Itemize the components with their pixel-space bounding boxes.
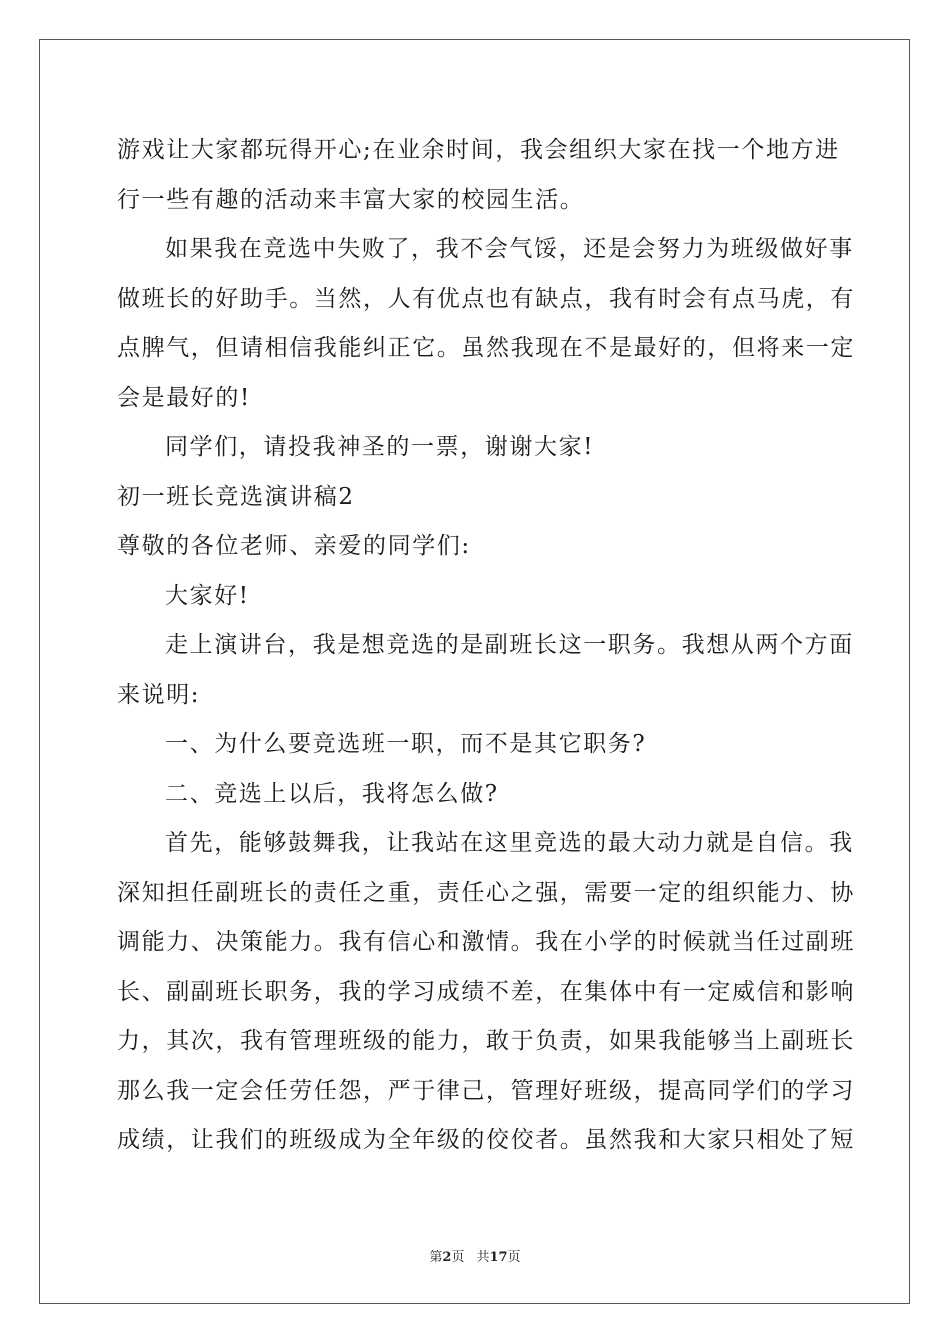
text-line: 调能力、决策能力。我有信心和激情。我在小学的时候就当任过副班 xyxy=(117,929,855,955)
document-body xyxy=(117,126,855,1166)
page-number: 2 xyxy=(442,1250,452,1265)
list-item: 一、为什么要竞选班一职，而不是其它职务? xyxy=(165,731,647,757)
page-suffix: 页 xyxy=(451,1250,465,1265)
text-line: 成绩，让我们的班级成为全年级的佼佼者。虽然我和大家只相处了短 xyxy=(117,1127,855,1153)
section-heading: 初一班长竞选演讲稿2 xyxy=(117,483,355,510)
paragraph-start: 首先，能够鼓舞我，让我站在这里竞选的最大动力就是自信。我 xyxy=(165,830,854,856)
paragraph-start: 同学们，请投我神圣的一票，谢谢大家! xyxy=(165,434,595,460)
text-line: 力，其次，我有管理班级的能力，敢于负责，如果我能够当上副班长 xyxy=(117,1028,855,1054)
text-line: 长、副副班长职务，我的学习成绩不差，在集体中有一定威信和影响 xyxy=(117,978,855,1005)
text-line: 游戏让大家都玩得开心;在业余时间，我会组织大家在找一个地方进 xyxy=(117,137,840,163)
page-footer xyxy=(0,1246,950,1265)
total-suffix: 页 xyxy=(507,1250,521,1265)
text-line: 来说明: xyxy=(117,681,201,708)
text-line: 点脾气，但请相信我能纠正它。虽然我现在不是最好的，但将来一定 xyxy=(117,335,855,361)
paragraph-start: 走上演讲台，我是想竞选的是副班长这一职务。我想从两个方面 xyxy=(165,632,854,658)
text-line: 做班长的好助手。当然，人有优点也有缺点，我有时会有点马虎，有 xyxy=(117,285,855,312)
paragraph-start: 如果我在竞选中失败了，我不会气馁，还是会努力为班级做好事 xyxy=(165,236,854,262)
total-prefix: 共 xyxy=(476,1250,490,1265)
total-pages: 17 xyxy=(489,1250,508,1265)
salutation: 尊敬的各位老师、亲爱的同学们: xyxy=(117,533,471,559)
greeting: 大家好! xyxy=(165,582,250,609)
text-line: 会是最好的! xyxy=(117,384,251,411)
list-item: 二、竞选上以后，我将怎么做? xyxy=(165,780,499,807)
text-line: 行一些有趣的活动来丰富大家的校园生活。 xyxy=(117,186,585,213)
page-prefix: 第 xyxy=(429,1250,443,1265)
text-line: 深知担任副班长的责任之重，责任心之强，需要一定的组织能力、协 xyxy=(117,879,855,906)
text-line: 那么我一定会任劳任怨，严于律己，管理好班级，提高同学们的学习 xyxy=(117,1077,855,1104)
